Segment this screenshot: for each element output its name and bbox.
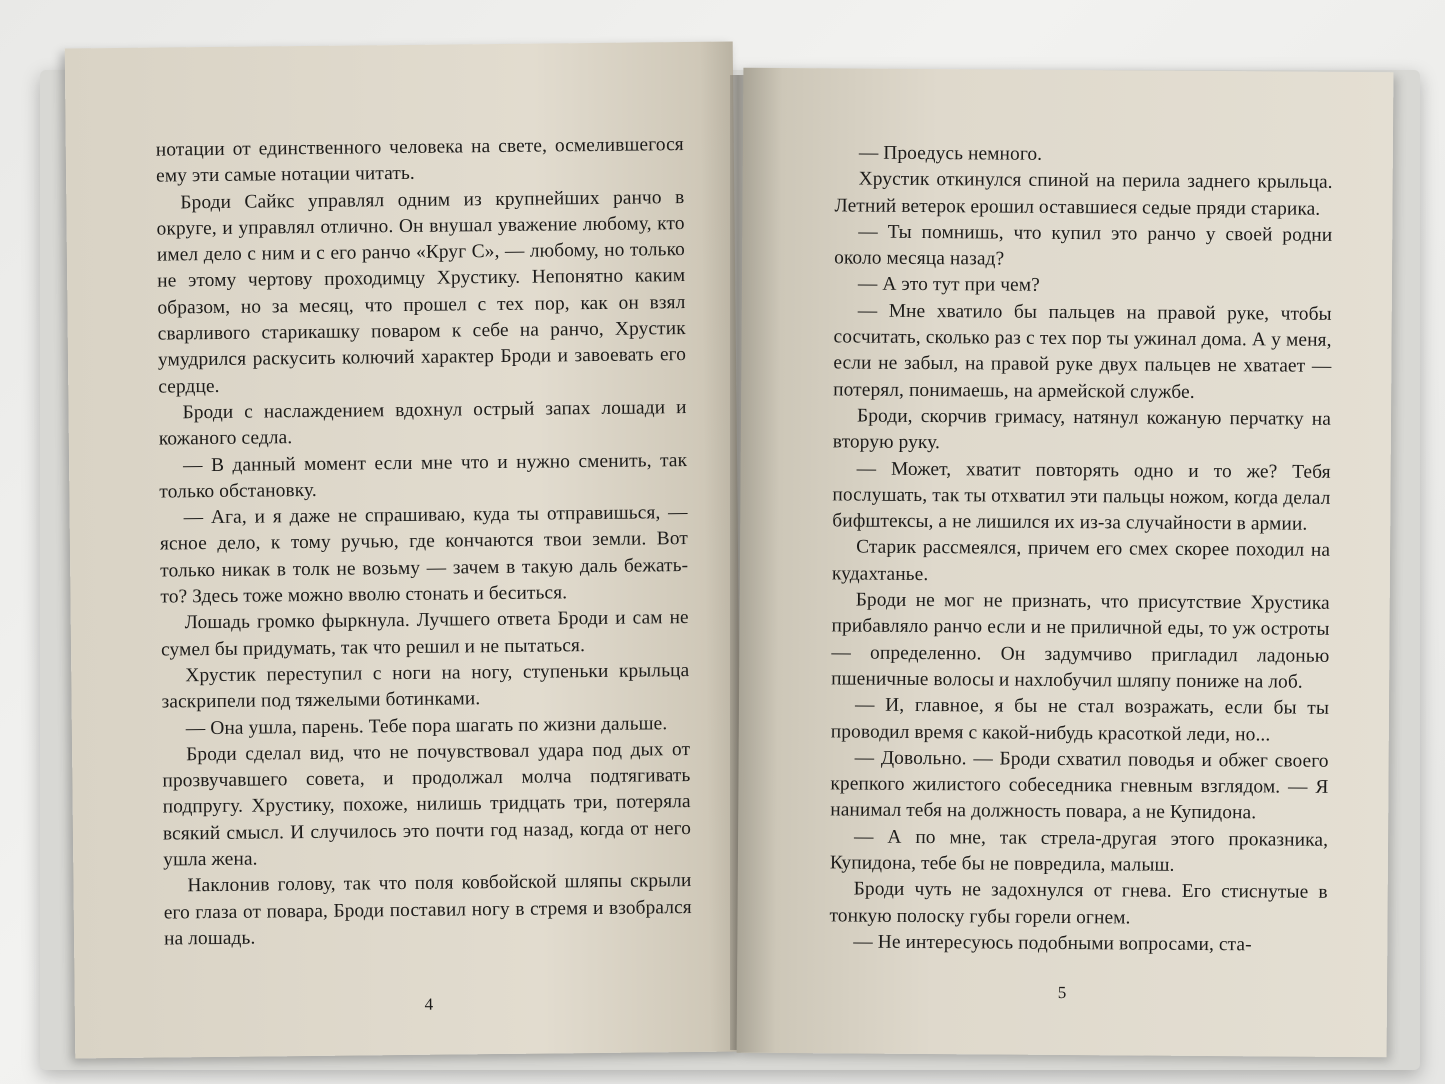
right-page-text	[829, 140, 1333, 959]
paragraph: Старик рассмеялся, причем его смех скорее походил на кудахтанье.	[831, 536, 1331, 585]
paragraph: Лошадь громко фыркнула. Лучшего ответа Броди и сам не сумел бы придумать, так что решил и не пытаться.	[160, 607, 689, 661]
paragraph: Наклонив голову, так что поля ковбойской шляпы скрыли его глаза от повара, Броди поставил ногу в стремя и взобрался на лошадь.	[163, 870, 692, 950]
left-page-text	[156, 132, 693, 953]
paragraph: — Она ушла, парень. Тебе пора шагать по жизни дальше.	[185, 712, 668, 739]
paragraph: — Проедусь немного.	[858, 142, 1043, 165]
paragraph: — Может, хватит повторять одно и то же? Тебя послушать, так ты отхватил эти пальцы ножом, когда делал бифштексы, а не лишился их из-за случайности в армии.	[832, 458, 1331, 535]
paragraph: Броди, скорчив гримасу, натянул кожаную перчатку на вторую руку.	[832, 405, 1332, 454]
paragraph: — И, главное, я бы не стал возражать, если бы ты проводил время с какой-нибудь красоткой леди, но...	[830, 694, 1330, 745]
paragraph: Броди чуть не задохнулся от гнева. Его стиснутые в тонкую полоску губы горели огнем.	[829, 878, 1328, 929]
paragraph: — А по мне, так стрела-другая этого проказника, Купидона, тебе бы не повредила, малыш.	[829, 826, 1329, 876]
right-page	[737, 68, 1394, 1058]
left-page	[65, 42, 744, 1059]
paragraph: — Ага, и я даже не спрашиваю, куда ты отправишься, — ясное дело, к тому ручью, где кончаются твои земли. Вот только никак в толк не возьму — зачем в такую даль бежать-то? Здесь тоже можно вволю стонать и беситься.	[159, 502, 689, 608]
paragraph: — Мне хватило бы пальцев на правой руке, чтобы сосчитать, сколько раз с тех пор ты ужинал дома. А у меня, если не забыл, на правой руке двух пальцев не хватает — потерял, понимаешь, на армейской службе.	[833, 300, 1332, 403]
paragraph: Броди с наслаждением вдохнул острый запах лошади и кожаного седла.	[158, 397, 687, 450]
paragraph: — Ты помнишь, что купил это ранчо у своей родни около месяца назад?	[834, 221, 1333, 270]
paragraph: Броди не мог не признать, что присутствие Хрустика прибавляло ранчо если и не приличной еды, то уж остроты — определенно. Он задумчиво пригладил ладонью пшеничные волосы и нахлобучил шляпу пониже на лоб.	[831, 589, 1330, 693]
paragraph: Броди сделал вид, что не почувствовал удара под дых от прозвучавшего совета, и продолжал молча подтягивать подпругу. Хрустику, похоже, нилишь тридцать три, потеряла всякий смысл. И случилось это почти год назад, когда от него ушла жена.	[162, 738, 692, 871]
paragraph: — Не интересуюсь подобными вопросами, ста-	[853, 931, 1252, 956]
page-number: 4	[424, 994, 434, 1014]
paragraph: — А это тут при чем?	[857, 274, 1040, 297]
page-number: 5	[1057, 982, 1067, 1003]
paragraph: нотации от единственного человека на свете, осмелившегося ему эти самые нотации читать.	[155, 134, 684, 187]
paragraph: Броди Сайкс управлял одним из крупнейших ранчо в округе, и управлял отлично. Он внушал уважение любому, кто имел дело с ним и с его ранчо «Круг С», — любому, но только не этому чертову проходимцу Хрустику. Непонятно каким образом, но за месяц, что прошел с тех пор, как он взял сварливого старикашку поваром к себе на ранчо, Хрустик умудрился раскусить колючий характер Броди и завоевать его сердце.	[156, 186, 687, 398]
paragraph: Хрустик откинулся спиной на перила заднего крыльца. Летний ветерок ерошил оставшиеся седые пряди старика.	[834, 168, 1333, 220]
paragraph: — Довольно. — Броди схватил поводья и обжег своего крепкого жилистого собеседника гневным взглядом. — Я нанимал тебя на должность повара, а не Купидона.	[830, 747, 1329, 824]
paragraph: — В данный момент если мне что и нужно сменить, так только обстановку.	[159, 449, 688, 503]
paragraph: Хрустик переступил с ноги на ногу, ступеньки крыльца заскрипели под тяжелыми ботинками.	[161, 659, 690, 713]
